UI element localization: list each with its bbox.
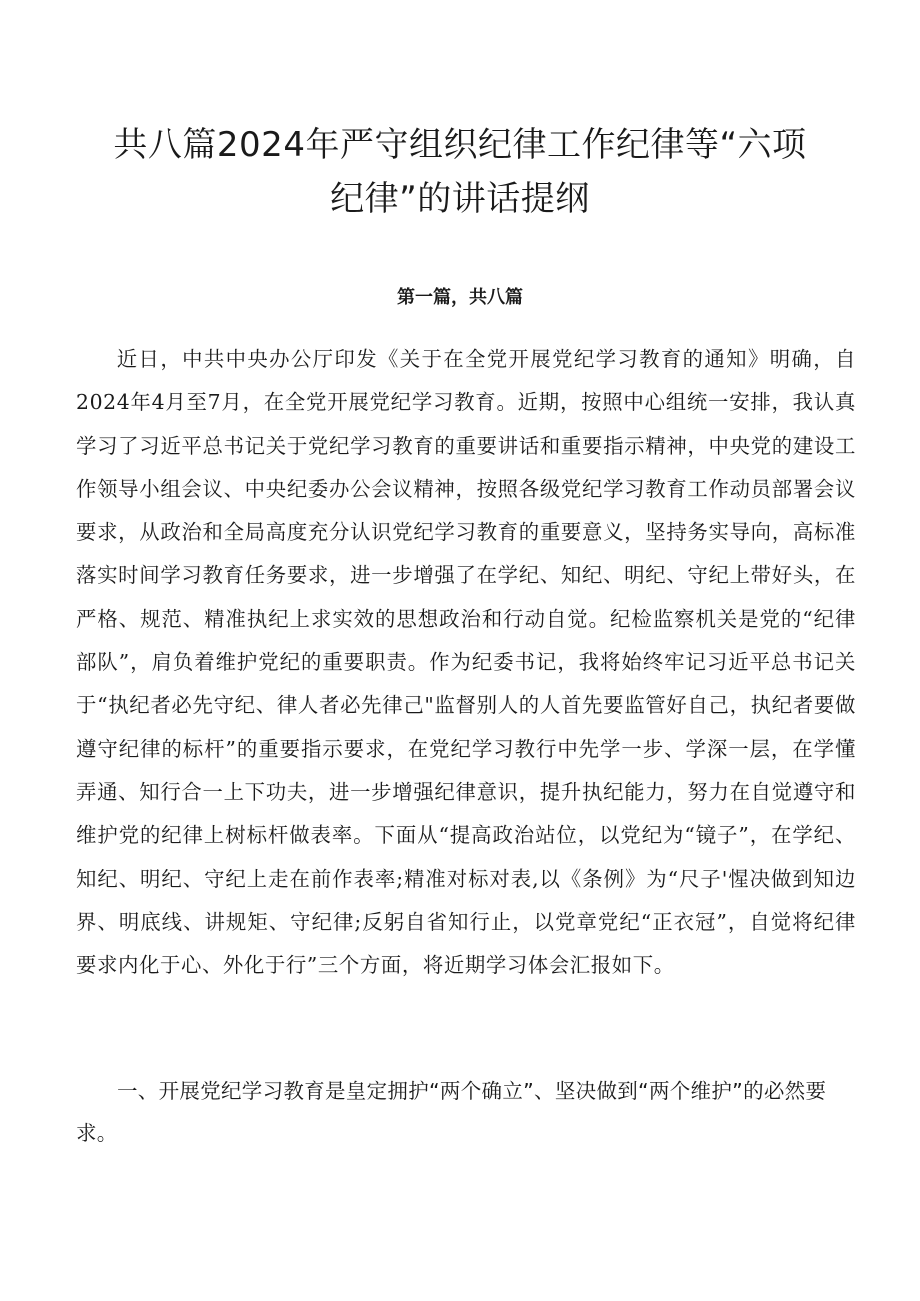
document-subtitle: 第一篇，共八篇	[397, 287, 523, 308]
body-paragraph: 近日，中共中央办公厅印发《关于在全党开展党纪学习教育的通知》明确，自2024年4月至7月，在全党开展党纪学习教育。近期，按照中心组统一安排，我认真学习了习近平总书记关于党纪学习教育的重要讲话和重要指示精神，中央党的建设工作领导小组会议、中央纪委办公会议精神，按照各级党纪学习教育工作动员部署会议要求，从政治和全局高度充分认识党纪学习教育的重要意义，坚持务实导向，高标准落实时间学习教育任务要求，进一步增强了在学纪、知纪、明纪、守纪上带好头，在严格、规范、精准执纪上求实效的思想政治和行动自觉。纪检监察机关是党的“纪律部队”，肩负着维护党纪的重要职责。作为纪委书记，我将始终牢记习近平总书记关于“执纪者必先守纪、律人者必先律己"监督别人的人首先要监管好自己，执纪者要做遵守纪律的标杆”的重要指示要求，在党纪学习教行中先学一步、学深一层，在学懂弄通、知行合一上下功夫，进一步增强纪律意识，提升执纪能力，努力在自觉遵守和维护党的纪律上树标杆做表率。下面从“提高政治站位，以党纪为“镜子”，在学纪、知纪、明纪、守纪上走在前作表率;精准对标对表,以《条例》为“尺子'惺决做到知边界、明底线、讲规矩、守纪律;反躬自省知行止，以党章党纪“正衣冠”，自觉将纪律要求内化于心、外化于行”三个方面，将近期学习体会汇报如下。	[76, 347, 856, 978]
section-heading: 一、开展党纪学习教育是皇定拥护“两个确立”、坚决做到“两个维护”的必然要求。	[76, 1079, 827, 1145]
document-title: 共八篇2024年严守组织纪律工作纪律等“六项纪律”的讲话提纲	[113, 125, 807, 219]
